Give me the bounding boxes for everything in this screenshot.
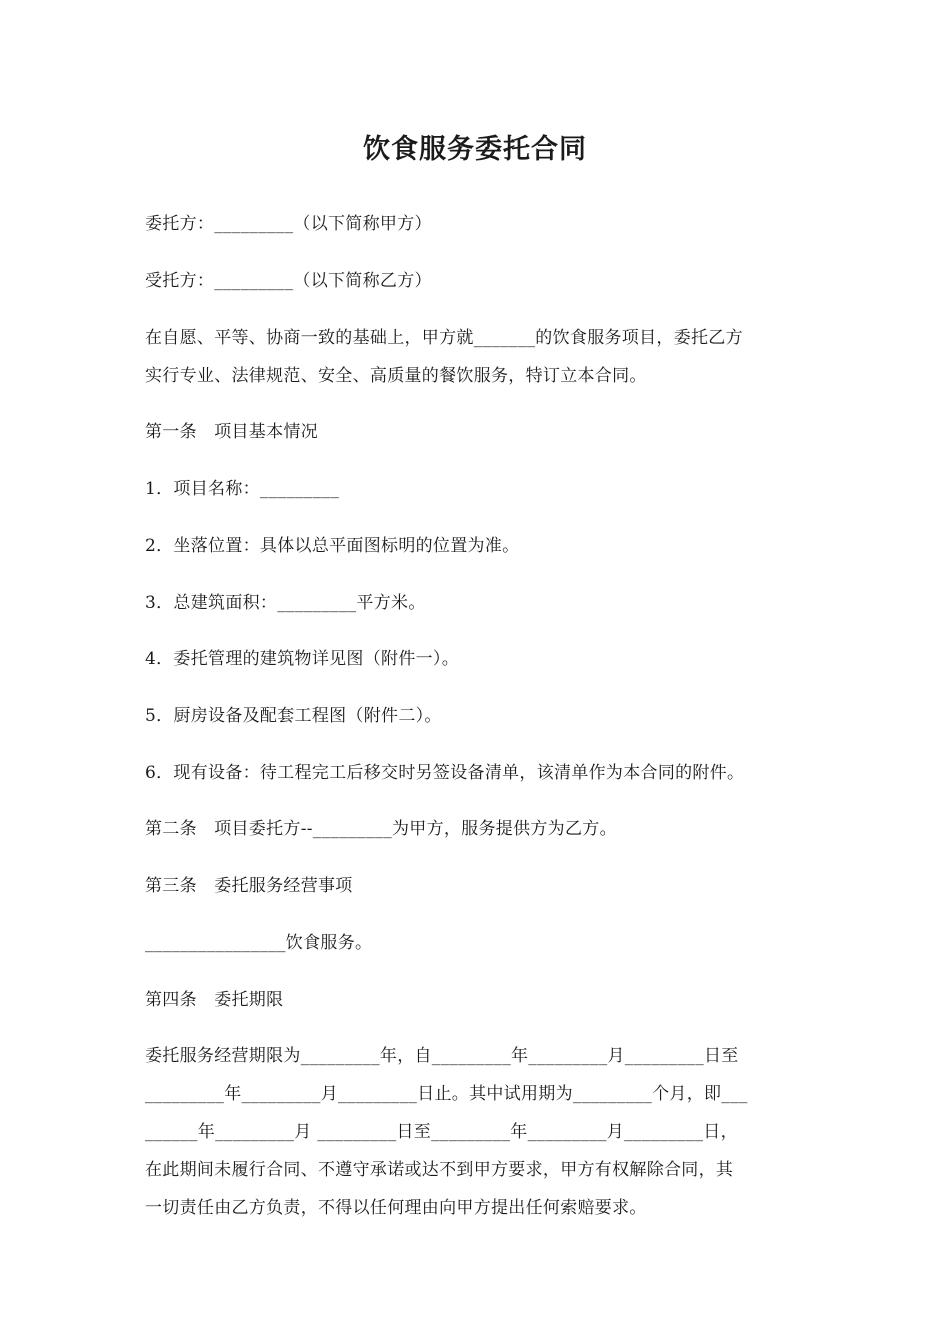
- article-4-line-1: 委托服务经营期限为_________年，自_________年_________月_________日至: [145, 1046, 739, 1066]
- article-1-item-6: 6．现有设备：待工程完工后移交时另签设备清单，该清单作为本合同的附件。: [145, 763, 745, 783]
- article-1-item-1: 1．项目名称：_________: [145, 479, 340, 499]
- entrusting-party-line: 委托方：_________（以下简称甲方）: [145, 214, 432, 234]
- article-4-line-5: 一切责任由乙方负责，不得以任何理由向甲方提出任何索赔要求。: [145, 1198, 647, 1218]
- article-4-line-2: _________年_________月_________日止。其中试用期为_________个月，即___: [145, 1084, 748, 1104]
- preamble-line-2: 实行专业、法律规范、安全、高质量的餐饮服务，特订立本合同。: [145, 366, 647, 386]
- article-4-line-3: ______年_________月 _________日至_________年_________月_________日，: [145, 1122, 738, 1142]
- article-3-body: ________________饮食服务。: [145, 933, 373, 953]
- entrusted-party-line: 受托方：_________（以下简称乙方）: [145, 271, 432, 291]
- article-1-item-5: 5．厨房设备及配套工程图（附件二）。: [145, 706, 442, 726]
- article-2: 第二条 项目委托方--_________为甲方，服务提供方为乙方。: [145, 819, 617, 839]
- preamble-line-1: 在自愿、平等、协商一致的基础上，甲方就_______的饮食服务项目，委托乙方: [145, 328, 743, 348]
- article-3-heading: 第三条 委托服务经营事项: [145, 876, 353, 896]
- article-4-heading: 第四条 委托期限: [145, 990, 284, 1010]
- article-4-line-4: 在此期间未履行合同、不遵守承诺或达不到甲方要求，甲方有权解除合同，其: [145, 1160, 734, 1180]
- article-1-item-4: 4．委托管理的建筑物详见图（附件一）。: [145, 649, 460, 669]
- document-title: 饮食服务委托合同: [363, 134, 587, 165]
- article-1-item-2: 2．坐落位置：具体以总平面图标明的位置为准。: [145, 536, 520, 556]
- article-1-heading: 第一条 项目基本情况: [145, 422, 318, 442]
- article-1-item-3: 3．总建筑面积：_________平方米。: [145, 593, 426, 613]
